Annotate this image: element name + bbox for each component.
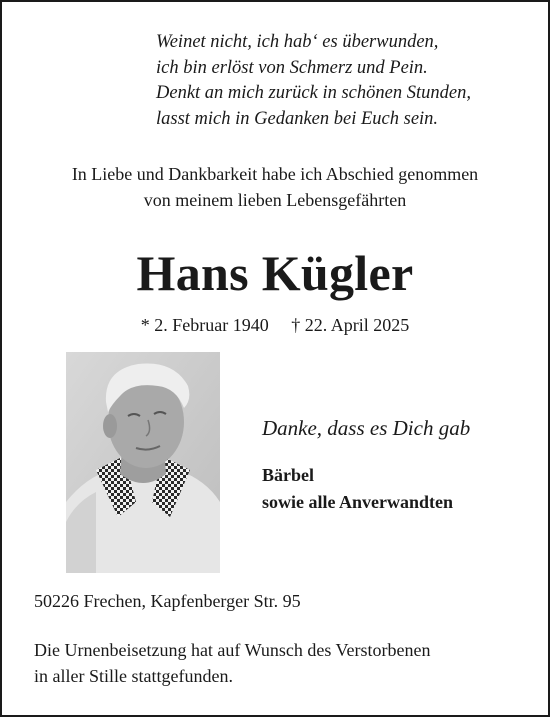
portrait-icon <box>66 352 220 573</box>
poem-line: Denkt an mich zurück in schönen Stunden, <box>156 83 471 103</box>
signer-name: Bärbel <box>262 465 314 485</box>
intro-text <box>0 162 550 213</box>
notice-line: in aller Stille stattgefunden. <box>34 665 233 686</box>
intro-line: von meinem lieben Lebensgefährten <box>143 189 407 210</box>
notice-line: Die Urnenbeisetzung hat auf Wunsch des Verstorbenen <box>34 640 431 660</box>
signers <box>262 462 453 516</box>
signer-relatives: sowie alle Anverwandten <box>262 492 453 512</box>
death-date: † 22. April 2025 <box>291 315 410 335</box>
poem-line: lasst mich in Gedanken bei Euch sein. <box>156 108 439 129</box>
poem-line: Weinet nicht, ich hab‘ es überwunden, <box>156 32 439 52</box>
poem <box>156 30 471 132</box>
address: 50226 Frechen, Kapfenberger Str. 95 <box>34 591 301 611</box>
burial-notice <box>34 638 431 689</box>
intro-line: In Liebe und Dankbarkeit habe ich Abschied genommen <box>71 164 479 184</box>
poem-line: ich bin erlöst von Schmerz und Pein. <box>156 57 428 78</box>
thanks-line: Danke, dass es Dich gab <box>262 416 471 440</box>
life-dates <box>0 313 550 337</box>
portrait-photo <box>66 352 220 573</box>
birth-date: * 2. Februar 1940 <box>140 315 269 335</box>
deceased-name: Hans Kügler <box>136 245 414 301</box>
